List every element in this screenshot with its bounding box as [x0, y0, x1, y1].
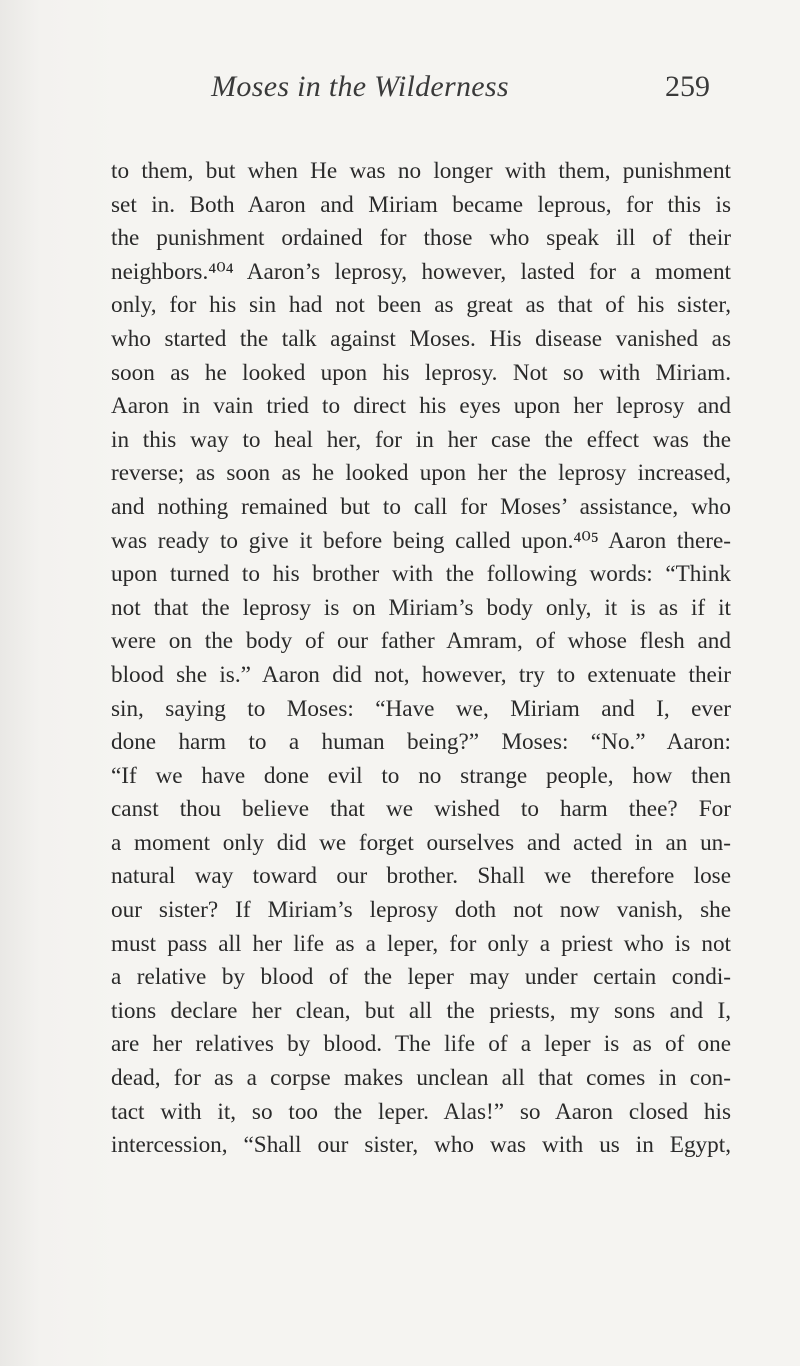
text-line: who started the talk against Moses. His disease vanished as	[111, 325, 731, 352]
text-line: were on the body of our father Amram, of whose flesh and	[111, 628, 731, 655]
body-text	[111, 155, 731, 1163]
text-line: upon turned to his brother with the following words: “Think	[111, 561, 731, 588]
text-line: tions declare her clean, but all the priests, my sons and I,	[111, 997, 731, 1024]
text-line: a moment only did we forget ourselves and acted in an un-	[111, 829, 731, 856]
running-head	[150, 70, 710, 110]
text-line: neighbors.⁴⁰⁴ Aaron’s leprosy, however, lasted for a moment	[111, 258, 731, 285]
text-line: was ready to give it before being called upon.⁴⁰⁵ Aaron there-	[111, 527, 731, 554]
text-line: soon as he looked upon his leprosy. Not so with Miriam.	[111, 359, 731, 386]
page-number: 259	[665, 70, 710, 103]
text-line: our sister? If Miriam’s leprosy doth not now vanish, she	[111, 897, 731, 924]
text-line: reverse; as soon as he looked upon her the leprosy increased,	[111, 460, 731, 487]
text-line: in this way to heal her, for in her case the effect was the	[111, 426, 731, 453]
text-line: set in. Both Aaron and Miriam became leprous, for this is	[111, 191, 731, 218]
text-line: natural way toward our brother. Shall we therefore lose	[111, 863, 731, 890]
text-line: are her relatives by blood. The life of a leper is as of one	[111, 1031, 731, 1058]
text-line: blood she is.” Aaron did not, however, try to extenuate their	[111, 661, 731, 688]
text-line: the punishment ordained for those who speak ill of their	[111, 225, 731, 252]
text-line: must pass all her life as a leper, for only a priest who is not	[111, 930, 731, 957]
running-title: Moses in the Wilderness	[211, 70, 509, 103]
text-line: done harm to a human being?” Moses: “No.” Aaron:	[111, 729, 731, 756]
text-line: “If we have done evil to no strange people, how then	[111, 762, 731, 789]
text-line: sin, saying to Moses: “Have we, Miriam and I, ever	[111, 695, 731, 722]
text-line: Aaron in vain tried to direct his eyes upon her leprosy and	[111, 393, 731, 420]
text-line: not that the leprosy is on Miriam’s body only, it is as if it	[111, 594, 731, 621]
text-line: dead, for as a corpse makes unclean all that comes in con-	[111, 1065, 731, 1092]
text-line: a relative by blood of the leper may under certain condi-	[111, 964, 731, 991]
text-line: only, for his sin had not been as great as that of his sister,	[111, 292, 731, 319]
text-line: tact with it, so too the leper. Alas!” so Aaron closed his	[111, 1098, 731, 1125]
text-line: to them, but when He was no longer with them, punishment	[111, 158, 731, 184]
text-line: and nothing remained but to call for Moses’ assistance, who	[111, 493, 731, 520]
text-line: intercession, “Shall our sister, who was with us in Egypt,	[111, 1132, 731, 1159]
text-line: canst thou believe that we wished to harm thee? For	[111, 796, 731, 823]
